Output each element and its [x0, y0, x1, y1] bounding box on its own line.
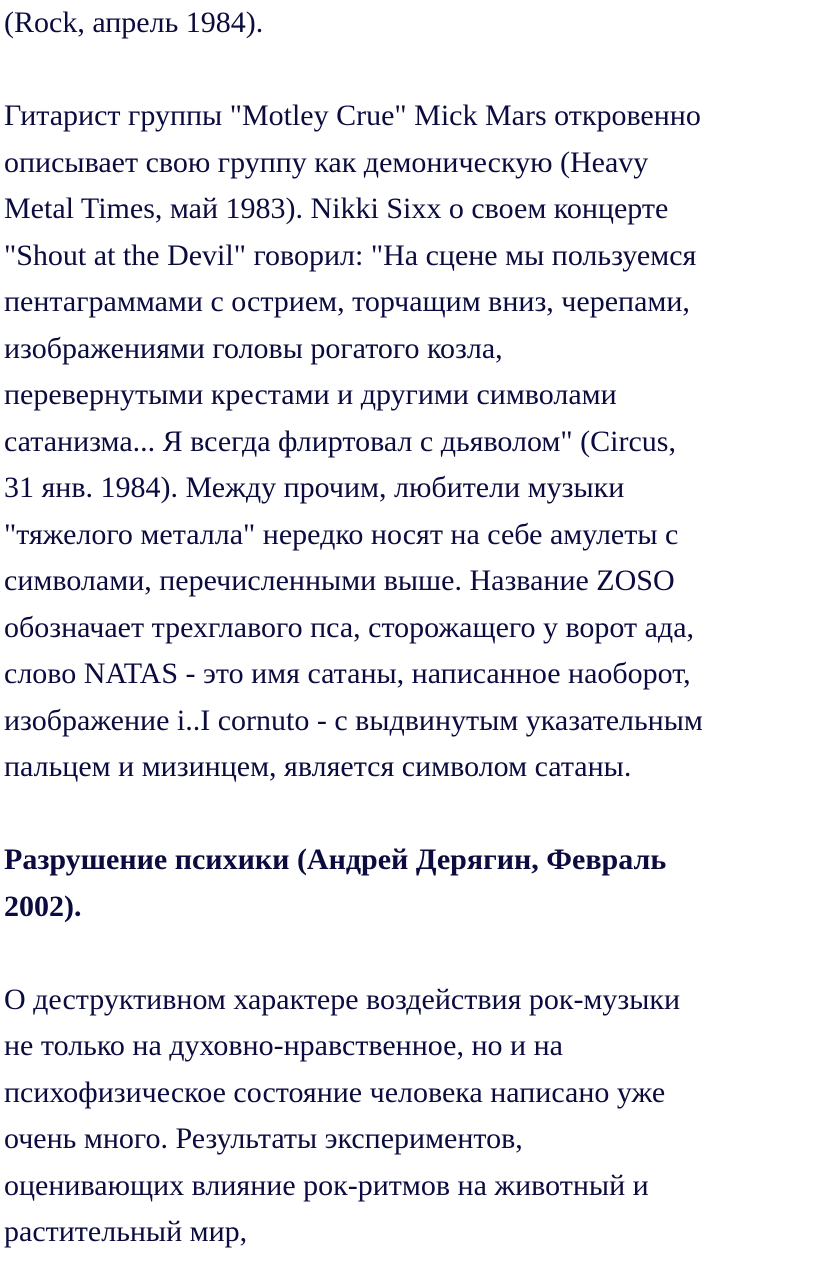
text-line: (Rock, апрель 1984). [4, 6, 264, 39]
text-line: изображение i..I cornuto - с выдвинутым указательным [4, 703, 703, 737]
heading-line: Разрушение психики (Андрей Дерягин, Февраль [4, 843, 667, 876]
heading-line: 2002). [4, 889, 82, 923]
text-line: Гитарист группы "Motley Crue" Mick Mars откровенно [4, 99, 701, 132]
paragraph-gap [4, 791, 812, 838]
paragraph-gap [4, 47, 812, 94]
text-line: пальцем и мизинцем, является символом сатаны. [4, 750, 632, 783]
text-line: очень много. Результаты экспериментов, [4, 1122, 523, 1155]
section-heading [4, 837, 812, 930]
text-line: психофизическое состояние человека написано уже [4, 1075, 666, 1109]
text-line: пентаграммами с острием, торчащим вниз, черепами, [4, 285, 690, 318]
text-line: изображениями головы рогатого козла, [4, 331, 503, 365]
text-line: не только на духовно-нравственное, но и на [4, 1029, 563, 1062]
text-line: перевернутыми крестами и другими символами [4, 378, 617, 411]
text-line: символами, перечисленными выше. Название ZOSO [4, 564, 675, 597]
text-line: обозначает трехглавого пса, сторожащего у ворот ада, [4, 610, 695, 644]
document-page [4, 0, 812, 1256]
text-line: оценивающих влияние рок-ритмов на животный и [4, 1168, 649, 1202]
text-line: Metal Times, май 1983). Nikki Sixx о своем концерте [4, 192, 669, 225]
text-line: "тяжелого металла" нередко носят на себе амулеты с [4, 517, 679, 551]
intro-line [4, 0, 812, 47]
text-line: описывает свою группу как демоническую (Heavy [4, 145, 649, 179]
text-line: растительный мир, [4, 1215, 248, 1248]
text-line: "Shout at the Devil" говорил: "На сцене мы пользуемся [4, 238, 697, 272]
text-line: слово NATAS - это имя сатаны, написанное наоборот, [4, 657, 691, 690]
text-line: сатанизма... Я всегда флиртовал с дьяволом" (Circus, [4, 424, 676, 458]
text-line: О деструктивном характере воздействия рок-музыки [4, 982, 681, 1016]
paragraph-motley-crue [4, 93, 812, 791]
paragraph-destructive-influence [4, 977, 812, 1256]
text-line: 31 янв. 1984). Между прочим, любители музыки [4, 471, 625, 504]
paragraph-gap [4, 930, 812, 977]
